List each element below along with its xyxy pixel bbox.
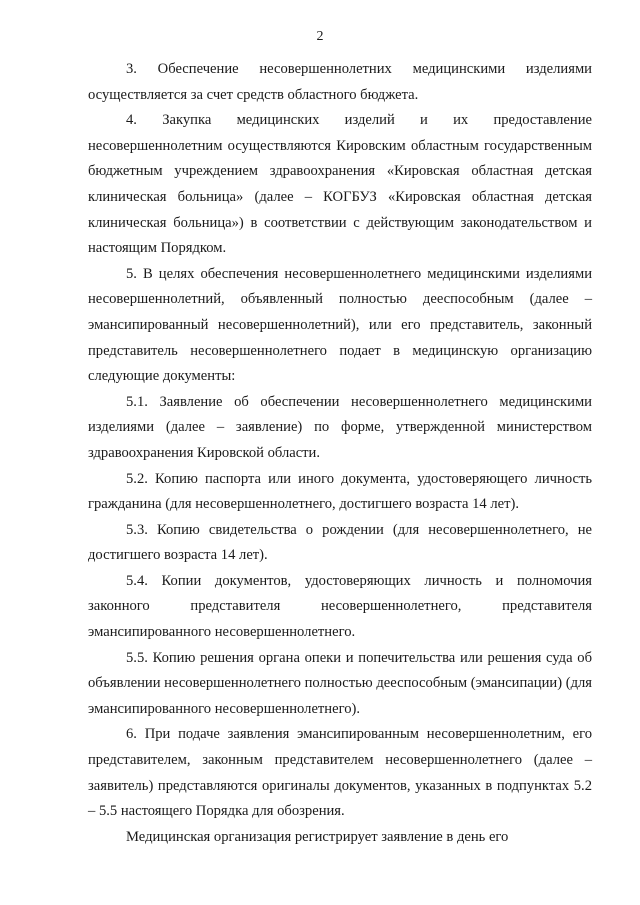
paragraph-6: 6. При подаче заявления эмансипированным несовершеннолетним, его представителем, законным представителем несовершеннолетнего (далее – заявитель) представляются оригиналы документов, указанных в подпунктах 5.2 – 5.5 настоящего Порядка для обозрения.	[88, 726, 592, 820]
page-number: 2	[316, 29, 324, 44]
paragraph-5-3: 5.3. Копию свидетельства о рождении (для несовершеннолетнего, не достигшего возраста 14 лет).	[88, 521, 592, 564]
paragraph-3: 3. Обеспечение несовершеннолетних медицинскими изделиями осуществляется за счет средств областного бюджета.	[88, 61, 592, 103]
paragraph-5-1: 5.1. Заявление об обеспечении несовершеннолетнего медицинскими изделиями (далее – заявление) по форме, утвержденной министерством здравоохранения Кировской области.	[88, 393, 592, 461]
paragraph-5-5: 5.5. Копию решения органа опеки и попечительства или решения суда об объявлении несовершеннолетнего полностью дееспособным (эмансипации) (для эмансипированного несовершеннолетнего).	[88, 649, 592, 717]
paragraph-5-2: 5.2. Копию паспорта или иного документа, удостоверяющего личность гражданина (для несовершеннолетнего, достигшего возраста 14 лет).	[88, 470, 592, 513]
paragraph-registration: Медицинская организация регистрирует заявление в день его	[126, 828, 509, 845]
paragraph-5: 5. В целях обеспечения несовершеннолетнего медицинскими изделиями несовершеннолетний, объявленный полностью дееспособным (далее – эмансипированный несовершеннолетний), или его представитель, законный представитель несовершеннолетнего подает в медицинскую организацию следующие документы:	[88, 265, 592, 385]
document-body	[88, 57, 592, 850]
paragraph-5-4: 5.4. Копии документов, удостоверяющих личность и полномочия законного представителя несовершеннолетнего, представителя эмансипированного несовершеннолетнего.	[88, 572, 592, 641]
paragraph-4: 4. Закупка медицинских изделий и их предоставление несовершеннолетним осуществляются Кировским областным государственным бюджетным учреждением здравоохранения «Кировская областная детская клиническая больница» (далее – КОГБУЗ «Кировская областная детская клиническая больница») в соответствии с действующим законодательством и настоящим Порядком.	[88, 112, 592, 257]
